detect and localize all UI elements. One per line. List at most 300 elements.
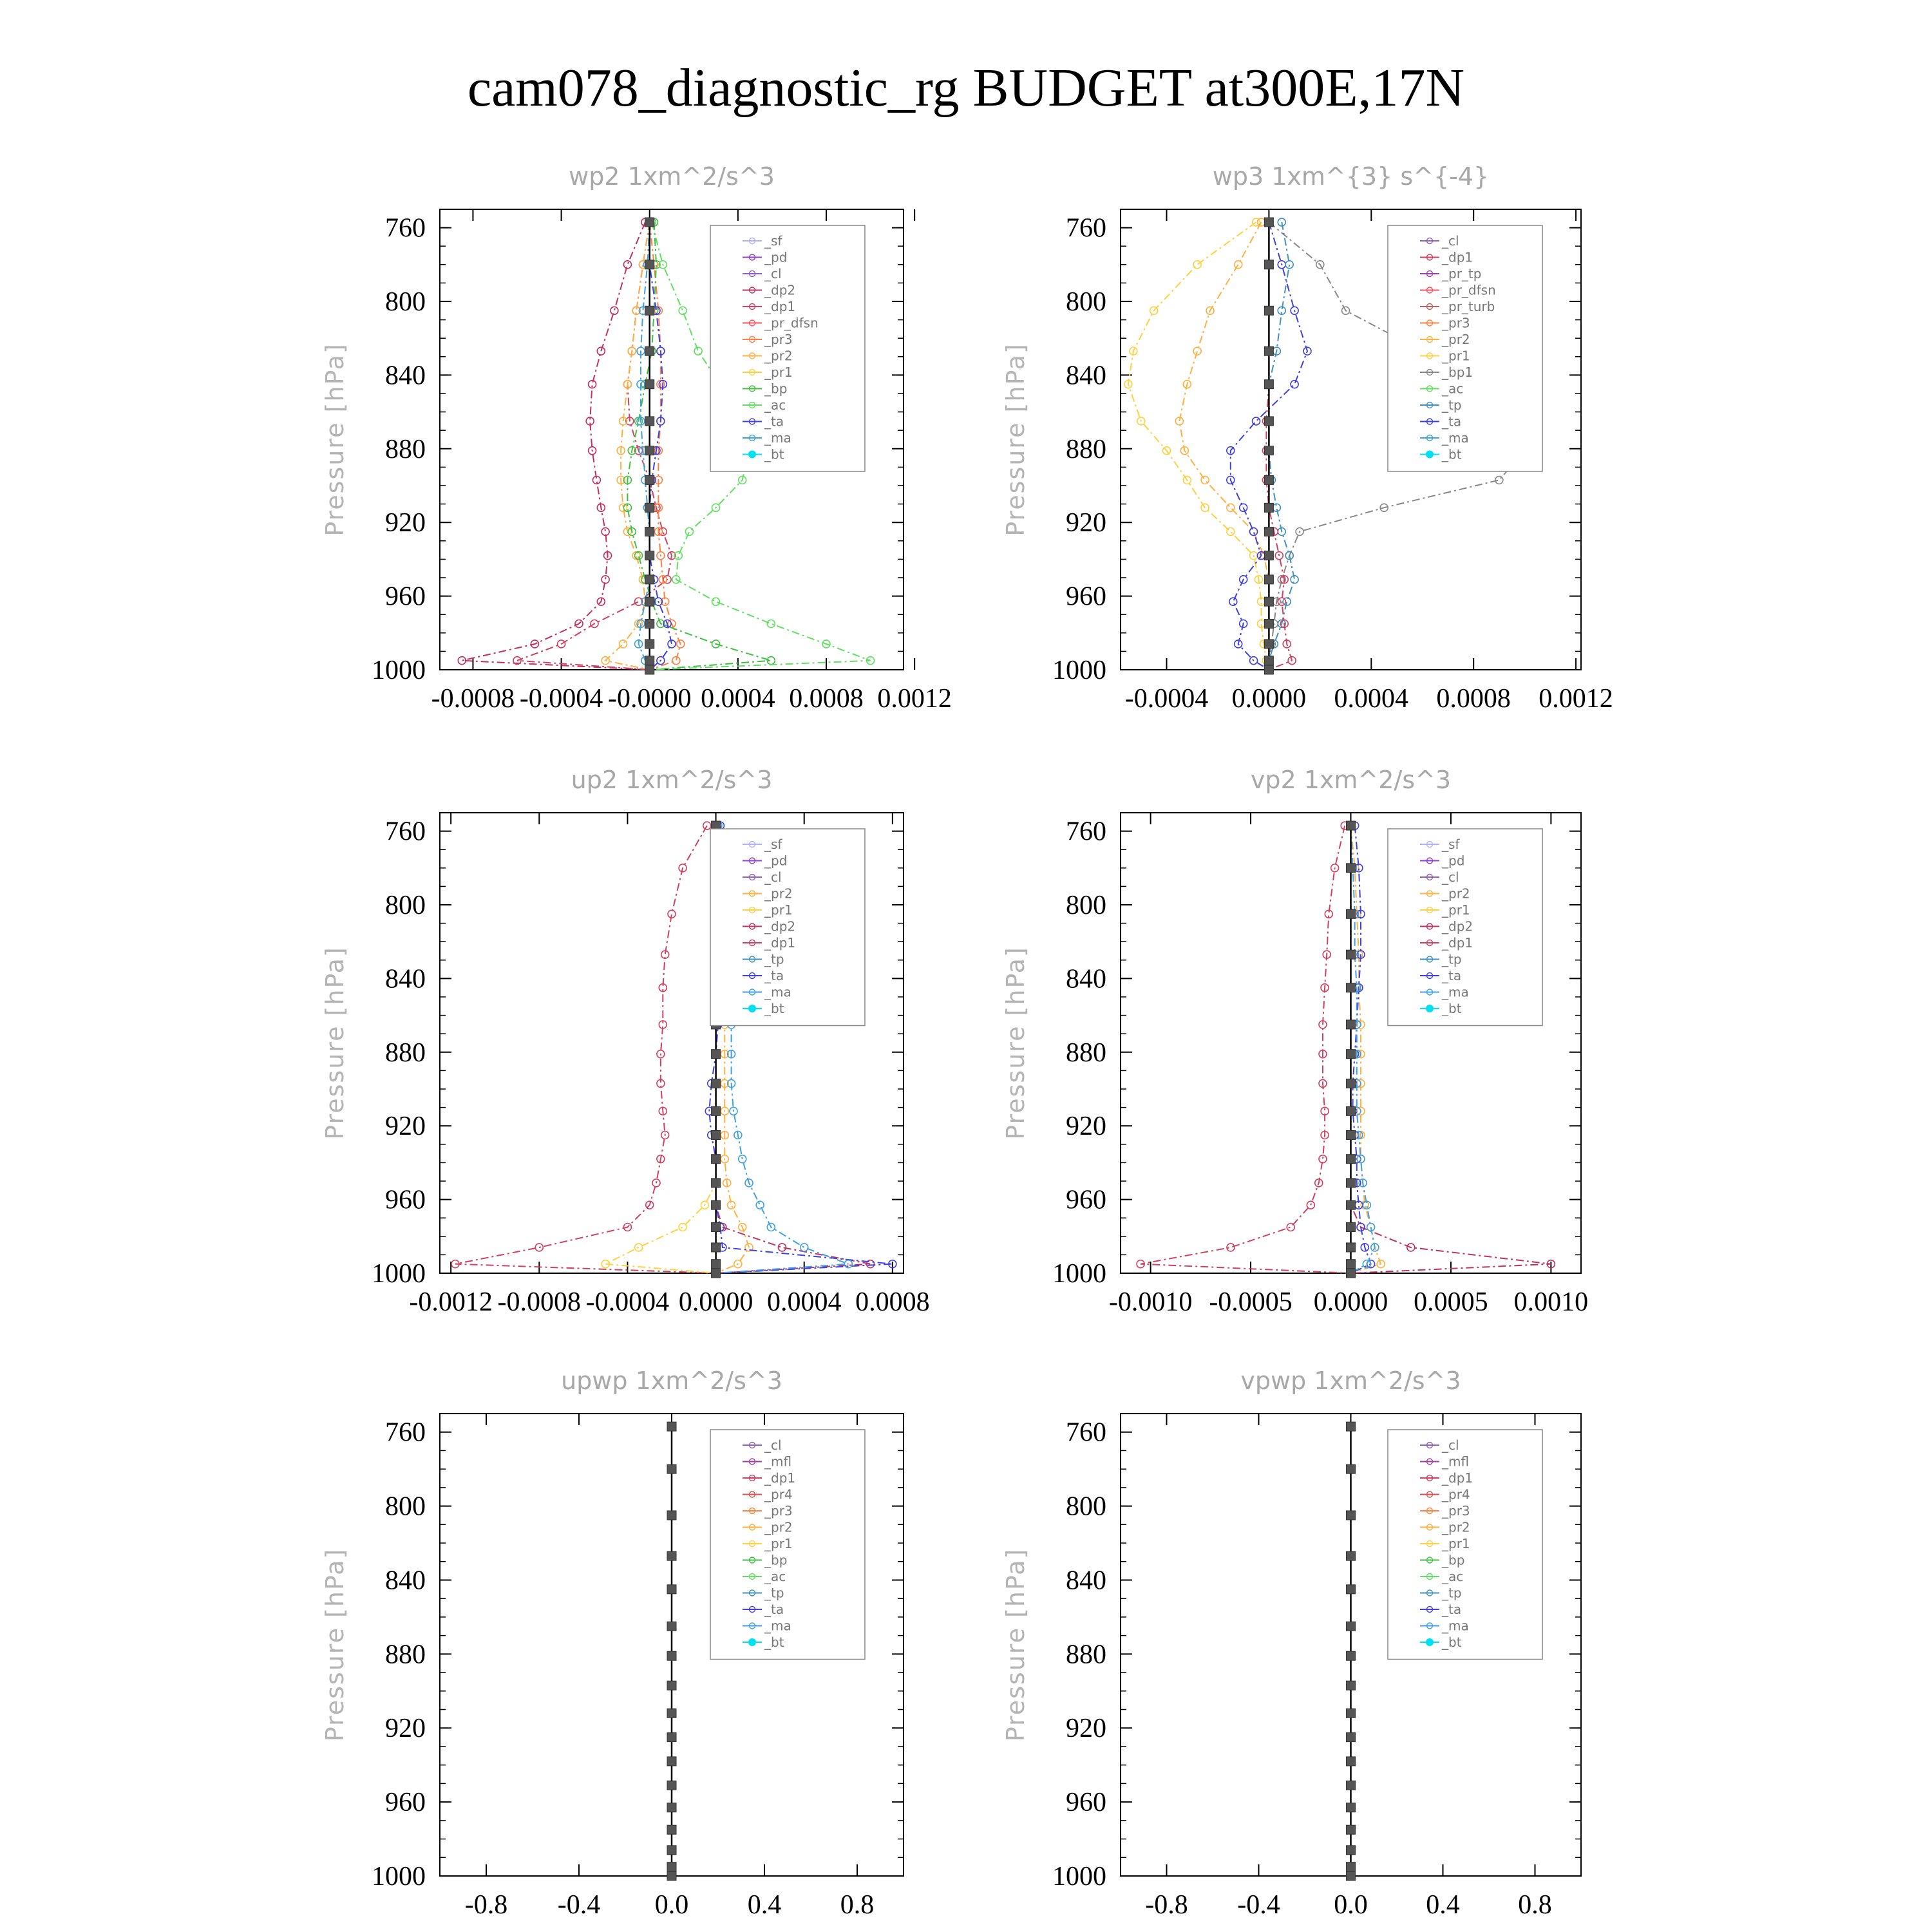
- data-point: [1264, 551, 1273, 560]
- data-point: [645, 503, 654, 512]
- legend-label: _pr_turb: [1442, 299, 1495, 314]
- chart-panel-1: [321, 162, 952, 714]
- data-point: [1287, 1224, 1294, 1231]
- panel-title: up2 1xm^2/s^3: [571, 766, 773, 794]
- x-tick-label: -0.4: [557, 1890, 601, 1920]
- data-point: [645, 575, 654, 584]
- legend-label: _tp: [764, 1585, 784, 1601]
- legend-label: _ma: [1442, 984, 1469, 1000]
- data-point: [1347, 1651, 1356, 1660]
- data-point: [645, 639, 654, 649]
- y-tick-label: 960: [385, 1788, 426, 1818]
- data-point: [667, 1781, 676, 1790]
- x-tick-label: -0.0004: [1124, 684, 1209, 714]
- legend-marker: [1426, 451, 1434, 459]
- legend-label: _cl: [1442, 869, 1459, 885]
- data-point: [645, 306, 654, 315]
- data-point: [667, 1511, 676, 1520]
- legend-label: _ac: [1442, 1569, 1464, 1584]
- y-tick-label: 880: [385, 1640, 426, 1670]
- legend-label: _pr3: [1442, 1503, 1470, 1519]
- legend-label: _ac: [764, 1569, 786, 1584]
- legend-label: _ma: [1442, 430, 1469, 446]
- y-tick-label: 800: [385, 1492, 426, 1522]
- legend-label: _bt: [1442, 1001, 1462, 1016]
- y-tick-label: 800: [385, 287, 426, 317]
- data-point: [645, 527, 654, 536]
- data-point: [1264, 346, 1273, 355]
- y-tick-label: 800: [1066, 891, 1106, 920]
- data-point: [1347, 1079, 1356, 1088]
- data-point: [1229, 598, 1237, 605]
- data-point: [1227, 504, 1235, 511]
- legend-label: _ta: [1442, 1602, 1462, 1617]
- data-point: [712, 1106, 721, 1115]
- chart-panel-3: [321, 766, 930, 1317]
- legend-label: _bt: [1442, 1634, 1462, 1650]
- data-point: [756, 1201, 764, 1209]
- y-axis-label: Pressure [hPa]: [1001, 1548, 1030, 1742]
- legend-label: _cl: [764, 869, 782, 885]
- data-point: [1264, 656, 1273, 665]
- data-point: [667, 1862, 676, 1871]
- legend-label: _tp: [764, 951, 784, 967]
- legend-label: _cl: [764, 266, 782, 281]
- data-point: [1347, 1733, 1356, 1742]
- data-point: [1347, 1622, 1356, 1631]
- legend-label: _dp1: [764, 299, 796, 314]
- x-tick-label: -0.8: [1145, 1890, 1188, 1920]
- legend-marker: [1426, 1005, 1434, 1012]
- legend-label: _bp: [764, 381, 788, 397]
- y-tick-label: 760: [1066, 213, 1106, 243]
- y-axis-label: Pressure [hPa]: [1001, 946, 1030, 1140]
- data-point: [623, 261, 631, 269]
- data-point: [1285, 261, 1293, 269]
- data-point: [645, 218, 654, 227]
- legend-label: _pr4: [1442, 1486, 1470, 1502]
- data-point: [1250, 528, 1258, 536]
- y-tick-label: 920: [1066, 1112, 1106, 1142]
- legend-label: _bp: [1442, 1552, 1465, 1568]
- legend-label: _cl: [1442, 233, 1459, 249]
- data-point: [1264, 475, 1273, 484]
- data-point: [1347, 1781, 1356, 1790]
- data-point: [685, 528, 693, 536]
- series-line-dp1: [455, 826, 716, 1273]
- data-point: [1347, 1871, 1356, 1880]
- legend-label: _pr1: [1442, 348, 1470, 364]
- data-point: [1253, 417, 1260, 425]
- data-point: [1347, 1709, 1356, 1718]
- legend-label: _pr1: [764, 902, 793, 918]
- legend-label: _ta: [764, 968, 784, 983]
- data-point: [1347, 1020, 1356, 1029]
- data-point: [667, 1681, 676, 1690]
- x-tick-label: 0.0: [1334, 1890, 1368, 1920]
- data-point: [645, 597, 654, 606]
- legend-label: _tp: [1442, 1585, 1462, 1601]
- y-tick-label: 1000: [372, 1862, 426, 1891]
- data-point: [712, 1269, 721, 1278]
- legend-label: _mfl: [1442, 1454, 1470, 1470]
- data-point: [1347, 1179, 1356, 1188]
- data-point: [1347, 1825, 1356, 1834]
- data-point: [645, 665, 654, 674]
- data-point: [1264, 380, 1273, 389]
- data-point: [645, 260, 654, 269]
- legend-label: _pr2: [764, 348, 793, 364]
- data-point: [1264, 446, 1273, 455]
- data-point: [712, 1179, 721, 1188]
- data-point: [667, 1422, 676, 1431]
- data-point: [1264, 597, 1273, 606]
- data-point: [1264, 306, 1273, 315]
- data-point: [1347, 1200, 1356, 1209]
- data-point: [1347, 1846, 1356, 1855]
- y-tick-label: 760: [1066, 817, 1106, 847]
- panel-title: upwp 1xm^2/s^3: [561, 1367, 782, 1395]
- legend-label: _pd: [1442, 853, 1465, 869]
- legend-label: _pr2: [764, 886, 793, 902]
- y-tick-label: 760: [385, 1417, 426, 1448]
- data-point: [712, 1079, 721, 1088]
- y-tick-label: 960: [385, 1185, 426, 1215]
- legend-label: _mfl: [764, 1454, 792, 1470]
- x-tick-label: 0.4: [1426, 1890, 1460, 1920]
- data-point: [679, 1224, 687, 1231]
- data-point: [1264, 665, 1273, 674]
- y-axis-label: Pressure [hPa]: [321, 1548, 349, 1742]
- data-point: [1347, 1223, 1356, 1232]
- data-point: [712, 1155, 721, 1164]
- y-tick-label: 920: [385, 1714, 426, 1744]
- panel-title: vp2 1xm^2/s^3: [1250, 766, 1452, 794]
- data-point: [1264, 639, 1273, 649]
- data-point: [620, 640, 627, 648]
- y-tick-label: 840: [385, 964, 426, 994]
- legend-label: _cl: [1442, 1437, 1459, 1453]
- x-tick-label: 0.0004: [701, 684, 775, 714]
- y-tick-label: 960: [1066, 1185, 1106, 1215]
- x-tick-label: 0.0000: [1313, 1287, 1388, 1317]
- data-point: [1347, 1131, 1356, 1140]
- legend-label: _sf: [764, 233, 782, 249]
- y-tick-label: 760: [1066, 1417, 1106, 1448]
- data-point: [1347, 1757, 1356, 1766]
- data-point: [1264, 503, 1273, 512]
- data-point: [1347, 1155, 1356, 1164]
- y-tick-label: 1000: [1052, 1862, 1106, 1891]
- legend-label: _pr1: [764, 1536, 793, 1551]
- data-point: [645, 417, 654, 426]
- y-tick-label: 840: [1066, 964, 1106, 994]
- data-point: [712, 1131, 721, 1140]
- legend-label: _ma: [764, 984, 791, 1000]
- data-point: [1347, 909, 1356, 918]
- legend-label: _pr3: [764, 1503, 793, 1519]
- y-tick-label: 880: [385, 434, 426, 464]
- legend-label: _pr1: [1442, 1536, 1470, 1551]
- data-point: [1264, 260, 1273, 269]
- chart-panel-2: [1001, 162, 1613, 714]
- legend-label: _tp: [1442, 397, 1462, 413]
- legend-label: _pr_tp: [1442, 266, 1482, 281]
- data-point: [1264, 417, 1273, 426]
- y-tick-label: 920: [385, 508, 426, 538]
- x-tick-label: 0.0000: [678, 1287, 753, 1317]
- y-tick-label: 960: [1066, 582, 1106, 612]
- data-point: [1347, 1464, 1356, 1473]
- data-point: [667, 1709, 676, 1718]
- data-point: [1347, 1422, 1356, 1431]
- data-point: [645, 656, 654, 665]
- legend-label: _dp1: [764, 935, 796, 951]
- legend-label: _bp: [764, 1552, 788, 1568]
- legend-label: _bt: [764, 446, 784, 462]
- y-tick-label: 880: [1066, 1640, 1106, 1670]
- data-point: [1347, 1106, 1356, 1115]
- data-point: [712, 1050, 721, 1059]
- y-tick-label: 840: [385, 1566, 426, 1596]
- x-tick-label: -0.8: [464, 1890, 508, 1920]
- data-point: [1193, 261, 1201, 269]
- legend-label: _pd: [764, 249, 788, 265]
- x-tick-label: 0.0008: [1436, 684, 1511, 714]
- x-tick-label: -0.4: [1237, 1890, 1280, 1920]
- legend-label: _pr3: [1442, 315, 1470, 331]
- legend-label: _dp2: [1442, 918, 1473, 934]
- y-tick-label: 800: [1066, 287, 1106, 317]
- data-point: [1347, 983, 1356, 992]
- data-point: [712, 1243, 721, 1252]
- y-tick-label: 760: [385, 213, 426, 243]
- data-point: [1347, 1803, 1356, 1812]
- data-point: [712, 1200, 721, 1209]
- series-line-pr2: [605, 222, 650, 670]
- legend-label: _ta: [1442, 413, 1462, 430]
- data-point: [611, 307, 618, 314]
- panel-title: vpwp 1xm^2/s^3: [1240, 1367, 1461, 1395]
- panel-title: wp3 1xm^{3} s^{-4}: [1212, 162, 1490, 191]
- legend-marker: [1426, 1638, 1434, 1646]
- legend-label: _pr2: [1442, 332, 1470, 347]
- data-point: [667, 1733, 676, 1742]
- data-point: [712, 598, 720, 605]
- data-point: [1347, 1260, 1356, 1269]
- data-point: [712, 1260, 721, 1269]
- legend-label: _pr1: [764, 365, 793, 380]
- x-tick-label: 0.0012: [877, 684, 952, 714]
- y-tick-label: 1000: [1052, 1259, 1106, 1289]
- x-tick-label: 0.0: [654, 1890, 689, 1920]
- data-point: [1264, 620, 1273, 629]
- x-tick-label: -0.0004: [519, 684, 603, 714]
- data-point: [645, 346, 654, 355]
- x-tick-label: 0.0004: [1334, 684, 1409, 714]
- x-tick-label: 0.8: [840, 1890, 875, 1920]
- x-tick-label: -0.0008: [497, 1287, 582, 1317]
- legend-label: _dp1: [1442, 935, 1473, 951]
- data-point: [1347, 864, 1356, 873]
- y-tick-label: 800: [1066, 1492, 1106, 1522]
- y-tick-label: 880: [385, 1037, 426, 1068]
- data-point: [679, 307, 687, 314]
- data-point: [667, 1871, 676, 1880]
- data-point: [667, 1551, 676, 1560]
- legend-label: _ta: [764, 413, 784, 430]
- panel-title: wp2 1xm^2/s^3: [569, 162, 775, 191]
- data-point: [1264, 218, 1273, 227]
- data-point: [667, 1846, 676, 1855]
- data-point: [1319, 1155, 1327, 1163]
- x-tick-label: -0.0008: [431, 684, 515, 714]
- legend-label: _pd: [764, 853, 788, 869]
- series-line-pr1: [1128, 222, 1269, 670]
- x-tick-label: -0.0004: [585, 1287, 670, 1317]
- legend-label: _pr1: [1442, 902, 1470, 918]
- legend-label: _ta: [1442, 968, 1462, 983]
- data-point: [1264, 527, 1273, 536]
- legend-label: _sf: [1442, 837, 1460, 852]
- data-point: [1347, 1511, 1356, 1520]
- y-tick-label: 960: [385, 582, 426, 612]
- legend-label: _pr_dfsn: [1442, 282, 1496, 298]
- legend-label: _cl: [764, 1437, 782, 1453]
- data-point: [1235, 261, 1242, 269]
- y-tick-label: 840: [1066, 361, 1106, 391]
- y-axis-label: Pressure [hPa]: [321, 946, 349, 1140]
- data-point: [667, 1622, 676, 1631]
- x-tick-label: 0.0008: [789, 684, 864, 714]
- x-tick-label: 0.0005: [1414, 1287, 1488, 1317]
- x-tick-label: -0.0005: [1209, 1287, 1293, 1317]
- x-tick-label: 0.0012: [1539, 684, 1613, 714]
- chart-panel-5: [321, 1367, 904, 1920]
- y-tick-label: 1000: [372, 656, 426, 685]
- chart-panel-6: [1001, 1367, 1581, 1920]
- y-tick-label: 800: [385, 891, 426, 920]
- data-point: [1347, 1681, 1356, 1690]
- data-point: [645, 551, 654, 560]
- legend-label: _ma: [764, 430, 791, 446]
- legend-marker: [748, 1638, 756, 1646]
- legend-label: _pr3: [764, 332, 793, 347]
- y-tick-label: 880: [1066, 1037, 1106, 1068]
- x-tick-label: 0.0010: [1513, 1287, 1589, 1317]
- y-axis-label: Pressure [hPa]: [321, 343, 349, 536]
- legend-label: _dp1: [764, 1470, 796, 1486]
- series-line-pr2: [1179, 222, 1269, 670]
- data-point: [1347, 1269, 1356, 1278]
- data-point: [667, 1757, 676, 1766]
- data-point: [645, 446, 654, 455]
- y-tick-label: 840: [385, 361, 426, 391]
- data-point: [672, 657, 680, 665]
- y-tick-label: 760: [385, 817, 426, 847]
- data-point: [645, 620, 654, 629]
- data-point: [667, 1585, 676, 1594]
- x-tick-label: -0.0012: [409, 1287, 493, 1317]
- legend-label: _ma: [764, 1618, 791, 1634]
- data-point: [667, 1803, 676, 1812]
- data-point: [645, 475, 654, 484]
- y-tick-label: 840: [1066, 1566, 1106, 1596]
- x-tick-label: 0.0004: [766, 1287, 842, 1317]
- data-point: [1227, 528, 1235, 536]
- legend-marker: [748, 451, 756, 459]
- x-tick-label: -0.0010: [1108, 1287, 1193, 1317]
- data-point: [1347, 1551, 1356, 1560]
- legend-label: _pr2: [764, 1519, 793, 1535]
- figure-title: cam078_diagnostic_rg BUDGET at300E,17N: [467, 58, 1465, 118]
- y-tick-label: 920: [1066, 1714, 1106, 1744]
- x-tick-label: 0.8: [1518, 1890, 1552, 1920]
- y-tick-label: 920: [385, 1112, 426, 1142]
- legend-label: _ac: [1442, 381, 1464, 397]
- legend-label: _bt: [764, 1634, 784, 1650]
- chart-panel-4: [1001, 766, 1588, 1317]
- legend-label: _dp1: [1442, 1470, 1473, 1486]
- data-point: [1347, 1862, 1356, 1871]
- data-point: [1347, 1050, 1356, 1059]
- data-point: [667, 1464, 676, 1473]
- data-point: [1264, 575, 1273, 584]
- series-line-dp1: [1141, 826, 1350, 1273]
- legend-marker: [748, 1005, 756, 1012]
- data-point: [601, 576, 609, 583]
- x-tick-label: -0.0000: [607, 684, 692, 714]
- data-point: [645, 380, 654, 389]
- y-tick-label: 1000: [1052, 656, 1106, 685]
- data-point: [694, 347, 702, 355]
- x-tick-label: 0.0008: [855, 1287, 930, 1317]
- y-tick-label: 920: [1066, 508, 1106, 538]
- data-point: [800, 1244, 808, 1251]
- data-point: [1347, 1243, 1356, 1252]
- legend-label: _ma: [1442, 1618, 1469, 1634]
- legend-label: _ta: [764, 1602, 784, 1617]
- legend-label: _tp: [1442, 951, 1462, 967]
- data-point: [1347, 1585, 1356, 1594]
- data-point: [458, 657, 466, 665]
- data-point: [667, 1651, 676, 1660]
- legend-label: _pr_dfsn: [764, 315, 819, 331]
- data-point: [1347, 821, 1356, 830]
- data-point: [1291, 381, 1298, 388]
- data-point: [667, 1825, 676, 1834]
- legend-label: _pr4: [764, 1486, 793, 1502]
- legend-label: _dp2: [764, 282, 796, 298]
- y-tick-label: 1000: [372, 1259, 426, 1289]
- legend-label: _bp1: [1442, 365, 1473, 380]
- y-axis-label: Pressure [hPa]: [1001, 343, 1030, 536]
- data-point: [767, 620, 775, 628]
- data-point: [1347, 950, 1356, 959]
- legend-label: _sf: [764, 837, 782, 852]
- legend-label: _bt: [764, 1001, 784, 1016]
- data-point: [1193, 347, 1201, 355]
- y-tick-label: 880: [1066, 434, 1106, 464]
- x-tick-label: 0.4: [747, 1890, 782, 1920]
- legend-label: _ac: [764, 397, 786, 413]
- data-point: [712, 1223, 721, 1232]
- legend-label: _pr2: [1442, 886, 1470, 902]
- legend-label: _pr2: [1442, 1519, 1470, 1535]
- legend-label: _dp1: [1442, 249, 1473, 265]
- x-tick-label: 0.0000: [1231, 684, 1307, 714]
- data-point: [1201, 476, 1209, 484]
